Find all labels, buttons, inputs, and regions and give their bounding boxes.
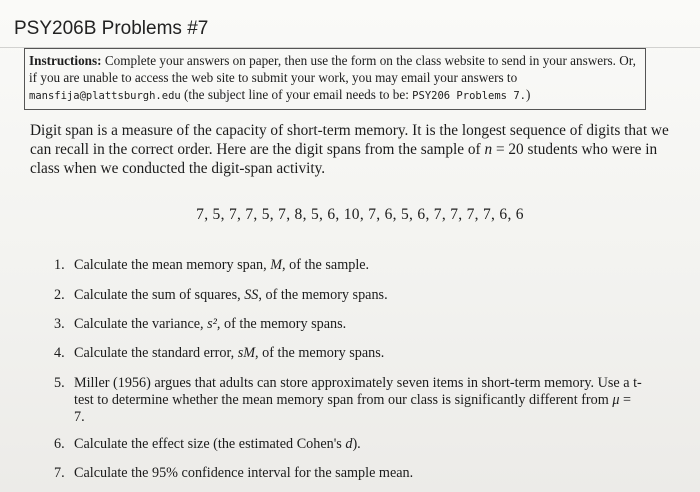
instructions-email: mansfija@plattsburgh.edu bbox=[29, 90, 181, 102]
question-2: 2. Calculate the sum of squares, SS, of the memory spans. bbox=[54, 287, 388, 303]
instructions-label: Instructions: bbox=[29, 53, 102, 68]
question-3: 3. Calculate the variance, s², of the memory spans. bbox=[54, 316, 347, 332]
instructions-subject-text: (the subject line of your email needs to be: bbox=[184, 87, 409, 102]
intro-paragraph: Digit span is a measure of the capacity of short-term memory. It is the longest sequence of digits that we can recall in the correct order. Here are the digit spans from the sample of n = 20 students who were in class when we conducted the digit-span activity. bbox=[30, 122, 669, 177]
instructions-subject-line: PSY206 Problems 7. bbox=[412, 90, 526, 102]
question-6: 6. Calculate the effect size (the estimated Cohen's d). bbox=[54, 436, 361, 452]
instructions-box bbox=[24, 48, 646, 110]
digit-span-data: 7, 5, 7, 7, 5, 7, 8, 5, 6, 10, 7, 6, 5, 6, 7, 7, 7, 7, 6, 6 bbox=[196, 206, 524, 223]
question-1: 1. Calculate the mean memory span, M, of the sample. bbox=[54, 257, 370, 273]
page-title: PSY206B Problems #7 bbox=[14, 18, 209, 39]
question-7: 7. Calculate the 95% confidence interval for the sample mean. bbox=[54, 465, 414, 481]
instructions-close: ) bbox=[525, 87, 531, 102]
instructions-text: Complete your answers on paper, then use the form on the class website to send in your answers. Or, if you are unable to access the web site to submit your work, you may email your answers to bbox=[29, 53, 636, 85]
question-5: 5. Miller (1956) argues that adults can store approximately seven items in short-term memory. Use a t-test to determine whether the mean memory span from our class is significantly different from μ = 7. bbox=[54, 375, 642, 425]
question-4: 4. Calculate the standard error, sM, of the memory spans. bbox=[54, 345, 385, 361]
